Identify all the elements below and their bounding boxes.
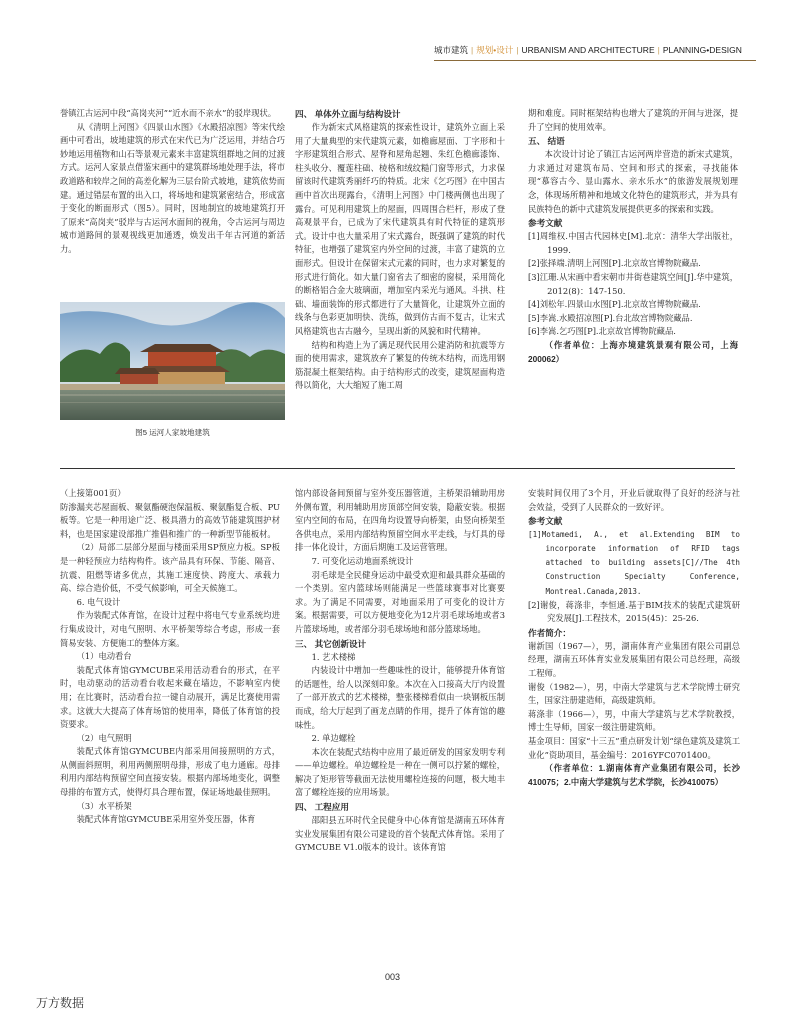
paragraph: 防渗漏夹芯屋面板、聚氨酯硬泡保温板、聚氨酯复合板、PU板等。它是一种用途广泛、极具潜力的高效节能建筑围护材料，也是国家建设部推广推倡和推广的一种新型节能板材。: [60, 501, 280, 539]
header-rule: [434, 60, 756, 61]
bottom-column-1: [60, 487, 280, 827]
paragraph: 羽毛球是全民健身运动中最受欢迎和最具群众基础的一个类别。室内篮球场则能满足一些篮球赛事对比赛要求。为了满足不同需要，对地面采用了可变化的设计方案。根据需要，可以方便地变化为12片羽毛球场地或者3片篮球场地，或者部分羽毛球场地和部分篮球场地。: [295, 569, 505, 634]
paragraph: 馆内部设备间预留与室外变压器管道，主桥架沿辅助用房外侧布置，利用辅助用房顶部空间安装，隐蔽安装。根据室内空间的布局，在四角均设置导向桥架，由竖向桥架至各供电点，采用内部结构预留空间水平走线，与灯具的母排一体化设计，方面后期施工及运营管理。: [295, 488, 505, 553]
paragraph: 邵阳县五环时代全民健身中心体育馆是湖南五环体育实业发展集团有限公司建设的首个装配式体育馆。采用了GYMCUBE V1.0版本的设计。该体育馆: [295, 815, 505, 853]
top-column-3: [528, 107, 738, 366]
subheading: （2）电气照明: [76, 732, 132, 743]
paragraph: 誉镇江古运河中段“高岗夹河”“近水而不亲水”的驳岸现状。: [60, 108, 277, 118]
continued-note: （上接第001页）: [60, 488, 126, 498]
author-bio: 蒋涤非（1966—），男，中南大学建筑与艺术学院教授，博士生导师，国家一级注册建筑师。: [528, 708, 740, 733]
subheading: 2. 单边螺栓: [311, 733, 356, 744]
reference-item: [1]Motamedi, A., et al.Extending BIM to incorporate information of RFID tags attached to building assets[C]//The 4th Construction Specialty Conference, Montreal.Canada,2013.: [528, 530, 740, 596]
header-part2: 规划•设计: [476, 45, 514, 55]
paragraph: 装配式体育馆GYMCUBE采用活动看台的形式，在平时，电动驱动的活动看台收起来藏在墙边，不影响室内使用；在比赛时，活动看台拉一键自动展开，满足比赛使用需求。这就大大提高了体育场馆的使用率，降低了体育馆的投资要求。: [60, 664, 280, 730]
references-title: 参考文献: [528, 218, 563, 229]
bottom-column-2: [295, 487, 505, 855]
section-heading: 五、 结语: [528, 136, 565, 147]
subheading: （1）电动看台: [76, 651, 132, 662]
reference-item: [5]李嵩.水殿招凉图[P].台北故宫博物院藏品.: [528, 312, 693, 323]
reference-item: [1]周维权.中国古代园林史[M].北京：清华大学出版社，1999.: [528, 231, 738, 255]
reference-item: [6]李嵩.乞巧图[P].北京故宫博物院藏品.: [528, 326, 676, 337]
paragraph: 装配式体育馆GYMCUBE内部采用间接照明的方式，从侧面斜照明，利用两侧照明母排，形成了电力通廊。母排利用内部结构预留空间直接安装。根据内部场地变化，调整母排的布置方式，使得灯具合理布置，保证场地最佳照明。: [60, 746, 280, 798]
paragraph: （2）局部二层部分屋面与楼面采用SP预应力板。SP板是一种轻预应力结构构件。该产品具有环保、节能、隔音、抗震、阻燃等诸多优点，其施工速度快、跨度大、承载力高、综合造价低，不受气候影响，可全天候施工。: [60, 542, 280, 594]
paragraph: 本次在装配式结构中应用了最近研发的国家发明专利——单边螺栓。单边螺栓是一种在一侧可以拧紧的螺栓，解决了矩形管等截面无法使用螺栓连接的问题，极大地丰富了螺栓连接的应用场景。: [295, 746, 505, 798]
author-bio: 谢俊（1982—），男，中南大学建筑与艺术学院博士研究生，国家注册建造师，高级建筑师。: [528, 681, 740, 706]
header-part3: URBANISM AND ARCHITECTURE: [521, 45, 655, 55]
author-unit: （作者单位：上海亦境建筑景观有限公司，上海200062）: [528, 339, 738, 364]
authors-title: 作者简介：: [528, 627, 571, 638]
paragraph: 作为装配式体育馆，在设计过程中将电气专业系统均进行集成设计，对电气照明、水平桥架等综合考虑，形成一套简易安装、方便施工的整体方案。: [60, 610, 280, 648]
canal-house-photo: [60, 302, 285, 420]
top-column-1: [60, 107, 285, 257]
paragraph: 本次设计讨论了镇江古运河两岸营造的新宋式建筑，力求通过对建筑布局、空间和形式的探索，寻找能体现“慕容古今、显山露水、亲水乐水”的旅游发展规划理念，体现场所精神和地域文化特色的建筑形式，并为具有民族特色的新中式建筑发展提供更多的探索和实践。: [528, 149, 738, 214]
subheading: （3）水平桥架: [76, 800, 132, 811]
paragraph: 结构和构造上为了满足现代民用公建消防和抗震等方面的使用需求，建筑放弃了繁复的传统木结构，而选用钢筋混凝土框架结构。由于结构形式的改变，建筑屋面构造得以简化，大大缩短了施工周: [295, 339, 505, 391]
reference-item: [4]刘松年.四景山水图[P].北京故宫博物院藏品.: [528, 299, 701, 310]
subheading: 1. 艺术楼梯: [311, 651, 356, 662]
author-unit: （作者单位：1.湖南体育产业集团有限公司，长沙410075；2.中南大学建筑与艺术学院，长沙410075）: [528, 763, 740, 787]
journal-header: 城市建筑 | 规划•设计 | URBANISM AND ARCHITECTURE | PLANNING•DESIGN: [434, 45, 742, 55]
figure-caption: 图5 运河人家坡地建筑: [135, 428, 210, 437]
paragraph: 内装设计中增加一些趣味性的设计，能够提升体育馆的话题性，给人以深刻印象。本次在入口接高大厅内设置了一部开放式的艺术楼梯，整张楼梯看似由一块钢板压制而成，给大厅起到了画龙点睛的作用，提升了体育馆的趣味性。: [295, 665, 505, 730]
paragraph: 从《清明上河图》《四景山水图》《水殿招凉图》等宋代绘画中可看出，坡地建筑的形式在宋代已为广泛运用，并结合巧妙地运用植物和山石等景观元素来丰富建筑组群地之间的过渡方式。运河人家景点借鉴宋画中的建筑群场地处理手法，将市政道路和较岸之间的高差化解为三层台阶式坡地，建筑依势而建。通过错层布置的出入口，将场地和建筑紧密结合，形成富于变化的断面形式（图5）。同时，因地制宜的坡地建筑打开了原来“高岗夹”驳岸与古运河水面间的视角，令古运河与周边城市道路间的景观视线更加通透，焕发出千年古河道的新活力。: [60, 121, 285, 254]
section-heading: 四、 工程应用: [295, 802, 349, 813]
reference-item: [2]张择端.清明上河图[P].北京故宫博物院藏品.: [528, 258, 701, 269]
paragraph: 装配式体育馆GYMCUBE采用室外变压器，体育: [76, 814, 256, 825]
page-number: 003: [384, 972, 401, 982]
header-part4: PLANNING•DESIGN: [662, 45, 742, 55]
section-heading: 三、 其它创新设计: [295, 638, 367, 649]
top-column-2: [295, 107, 505, 393]
reference-item: [3]江珊.从宋画中看宋朝市井街巷建筑空间[J].华中建筑，2012(8)：147-150.: [528, 271, 738, 296]
author-bio: 谢新国（1967—），男，湖南体育产业集团有限公司副总经理，湖南五环体育实业发展集团有限公司总经理，高级工程师。: [528, 640, 740, 679]
database-watermark: 万方数据: [36, 996, 85, 1010]
reference-item: [2]谢俊，蒋涤非，李恒通.基于BIM技术的装配式建筑研究发展[J].工程技术，2015(45)：25-26.: [528, 599, 740, 624]
paragraph: 作为新宋式风格建筑的探索性设计，建筑外立面上采用了大量典型的宋代建筑元素，如檐廊屋面、丁字形和十字形建筑组合形式、屋脊和屋角起翘、朱红色檐廊漆饰、柱头收分、覆莲柱础、棱格和绒纹糙门窗等形式，力求保留该时代建筑秀丽纤巧的特质。北宋《乞巧图》在中国古画中首次出现露台，《清明上河图》中门楼两侧也出现了露台。可见利用建筑上的屋面，四周围合栏杆，形成了登高观景平台，已成为了宋代建筑具有时代特征的建筑形式。设计中也大量采用了宋式露台，既强调了建筑的时代特征，也增强了建筑室内外空间的过渡，丰富了建筑的立面形式。但设计在保留宋式元素的同时，也力求对繁复的形式进行简化。如大量门窗省去了细密的窗棂，采用简化的断格铝合金大玻璃面，增加室内采光与通风。斗拱、柱础、墙面装饰的形式都进行了大量简化，让建筑外立面的线条与色彩更加明快、洗练，做到仿古而不复古，让宋式风格建筑也古古融今，呈现出新的风貌和时代精神。: [295, 122, 505, 336]
references-title: 参考文献: [528, 516, 563, 527]
fund-note: 基金项目：国家“十三五”重点研发计划“绿色建筑及建筑工业化”资助项目，基金编号：2016YFC0701400。: [528, 736, 740, 760]
paragraph: 期和难度。同时框架结构也增大了建筑的开间与进深，提升了空间的使用效率。: [528, 108, 738, 132]
paragraph: 安装时间仅用了3个月，开业后就取得了良好的经济与社会效益，受到了人民群众的一致好评。: [528, 488, 740, 512]
subheading: 7. 可变化运动地面系统设计: [311, 555, 414, 566]
section-divider: [60, 468, 735, 469]
section-heading: 四、 单体外立面与结构设计: [295, 109, 401, 119]
bottom-column-3: [528, 487, 740, 789]
subheading: 6. 电气设计: [76, 596, 121, 607]
header-part1: 城市建筑: [434, 45, 469, 55]
